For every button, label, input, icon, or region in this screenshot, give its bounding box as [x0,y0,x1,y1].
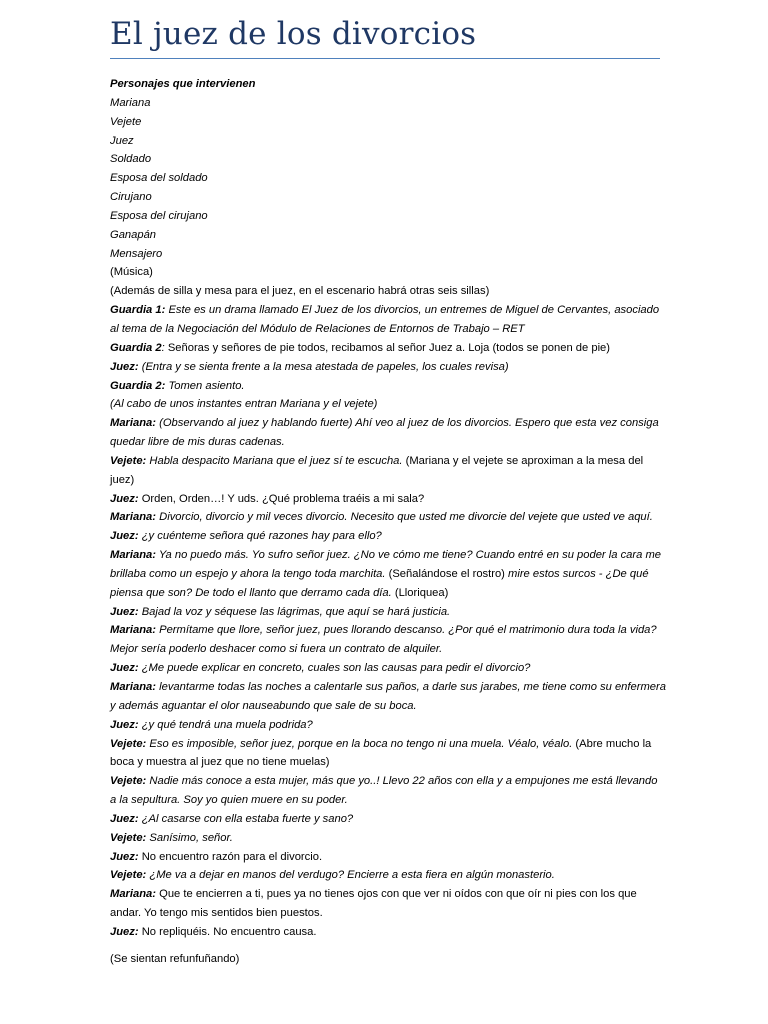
speaker-name: Juez: [110,605,139,618]
dialogue-text: mire estos surcos - ¿De qué piensa que son? De todo el llanto que derramo cada día. [110,567,649,599]
dialogue-line [110,490,666,509]
dialogue-line [110,829,666,848]
cast-item: Cirujano [110,191,152,204]
dialogue-line [110,527,666,546]
speaker-name: Vejete: [110,869,147,882]
cast-item: Esposa del cirujano [110,209,208,222]
cast-item: Esposa del soldado [110,172,208,185]
dialogue-line [110,848,666,867]
dialogue-line [110,452,666,490]
dialogue-text: ¿y cuénteme señora qué razones hay para ello? [138,530,382,543]
dialogue-line [110,339,666,358]
dialogue-text: Habla despacito Mariana que el juez sí te escucha. [146,454,403,467]
speaker-name: Vejete: [110,831,147,844]
cast-item: Juez [110,134,134,147]
speaker-name: Guardia 2 [110,341,162,354]
dialogue-text: Bajad la voz y séquese las lágrimas, que aquí se hará justicia. [138,605,451,618]
dialogue-line [110,377,666,396]
music-note: (Música) [110,266,153,279]
speaker-name: Mariana: [110,549,157,562]
stage-setting: (Además de silla y mesa para el juez, en el escenario habrá otras seis sillas) [110,285,490,298]
speaker-name: Vejete: [110,737,147,750]
speaker-name: Juez: [110,360,139,373]
dialogue-text: Divorcio, divorcio y mil veces divorcio. Necesito que usted me divorcie del vejete que usted ve aquí. [156,511,653,524]
dialogue-text: levantarme todas las noches a calentarle sus paños, a darle sus jarabes, me tiene como su enfermera y además aguantar el olor nauseabundo que sale de su boca. [110,681,666,712]
dialogue-line [110,810,666,829]
speaker-name: Mariana: [110,624,157,637]
speaker-name: Mariana: [110,511,157,524]
dialogue-text: Eso es imposible, señor juez, porque en la boca no tengo ni una muela. Véalo, véalo. [146,737,573,750]
stage-direction: Que te encierren a ti, pues ya no tienes ojos con que ver ni oídos con que oír ni pies con los que andar. Yo tengo mis sentidos bien puestos. [110,888,637,920]
stage-direction: No repliquéis. No encuentro causa. [138,925,317,938]
dialogue-line [110,395,666,414]
speaker-name: Guardia 2: [110,379,166,392]
dialogue-text: ¿y qué tendrá una muela podrida? [138,718,313,731]
dialogue-line [110,546,666,603]
document-body [110,75,666,969]
dialogue-line [110,735,666,773]
dialogue-text: (Al cabo de unos instantes entran Mariana y el vejete) [110,398,378,411]
stage-direction: Orden, Orden…! Y uds. ¿Qué problema traéis a mi sala? [138,492,425,505]
speaker-name: Mariana: [110,681,157,693]
dialogue-text: ¿Me puede explicar en concreto, cuales son las causas para pedir el divorcio? [138,662,531,675]
stage-direction: Señoras y señores de pie todos, recibamos al señor Juez a. Loja (todos se ponen de pie) [164,341,611,354]
dialogue-text: Ya no puedo más. Yo sufro señor juez. ¿No ve cómo me tiene? Cuando entré en su poder la cara me brillaba como un espejo y ahora la tengo toda marchita. [110,549,661,580]
dialogue-line [110,678,666,716]
dialogue-text: ¿Me va a dejar en manos del verdugo? Encierre a esta fiera en algún monasterio. [146,869,555,882]
cast-item: Vejete [110,115,142,128]
speaker-name: Mariana: [110,417,157,430]
cast-item: Mensajero [110,247,163,260]
dialogue-text: Sanísimo, señor. [146,831,233,844]
dialogue-line [110,301,666,339]
dialogue [110,301,666,942]
stage-direction: (Lloriquea) [391,586,449,599]
cast-item: Soldado [110,153,152,166]
speaker-name: Juez: [110,662,139,675]
stage-direction: (Señalándose el rostro) [385,567,509,580]
cast-list [110,94,666,264]
dialogue-line [110,621,666,659]
stage-direction: (Mariana y el vejete se aproximan a la mesa del juez) [110,454,644,486]
dialogue-text: (Observando al juez y hablando fuerte) Ahí veo al juez de los divorcios. Espero que esta vez consiga quedar libre de mis duras cadenas. [110,417,659,449]
dialogue-text: ¿Al casarse con ella estaba fuerte y sano? [138,812,354,825]
dialogue-line [110,716,666,735]
speaker-name: Vejete: [110,454,147,467]
speaker-name: Juez: [110,492,139,505]
dialogue-line [110,508,666,527]
speaker-name: Juez: [110,850,139,863]
dialogue-text: (Entra y se sienta frente a la mesa atestada de papeles, los cuales revisa) [138,360,509,373]
stage-direction: No encuentro razón para el divorcio. [138,850,323,863]
dialogue-text: Este es un drama llamado El Juez de los divorcios, un entremes de Miguel de Cervantes, asociado al tema de la Negociación del Módulo de Relaciones de Entornos de Trabajo – RET [110,304,660,335]
cast-heading: Personajes que intervienen [110,78,256,90]
document-title: El juez de los divorcios [110,16,477,52]
dialogue-line [110,659,666,678]
title-underline [110,58,660,59]
dialogue-text: Tomen asiento. [165,379,245,392]
speaker-name: Juez: [110,530,139,543]
cast-item: Mariana [110,96,151,109]
dialogue-line [110,885,666,923]
speaker-name: Juez: [110,718,139,731]
speaker-name: Juez: [110,925,139,938]
dialogue-text: Permítame que llore, señor juez, pues llorando descanso. ¿Por qué el matrimonio dura toda la vida? Mejor sería poderlo deshacer como si fuera un contrato de alquiler. [110,624,657,656]
dialogue-text: : [161,341,165,354]
closing-stage-direction: (Se sientan refunfuñando) [110,952,240,965]
stage-direction: (Abre mucho la boca y muestra al juez que no tiene muelas) [110,737,652,769]
speaker-name: Vejete: [110,775,147,788]
speaker-name: Juez: [110,812,139,825]
dialogue-line [110,923,666,942]
dialogue-line [110,603,666,622]
dialogue-line [110,358,666,377]
speaker-name: Guardia 1: [110,304,166,317]
dialogue-line [110,866,666,885]
dialogue-line [110,414,666,452]
cast-item: Ganapán [110,228,157,241]
speaker-name: Mariana: [110,888,157,901]
dialogue-line [110,772,666,810]
dialogue-text: Nadie más conoce a esta mujer, más que yo..! Llevo 22 años con ella y a empujones me está llevando a la sepultura. Soy yo quien muere en su poder. [110,775,658,807]
